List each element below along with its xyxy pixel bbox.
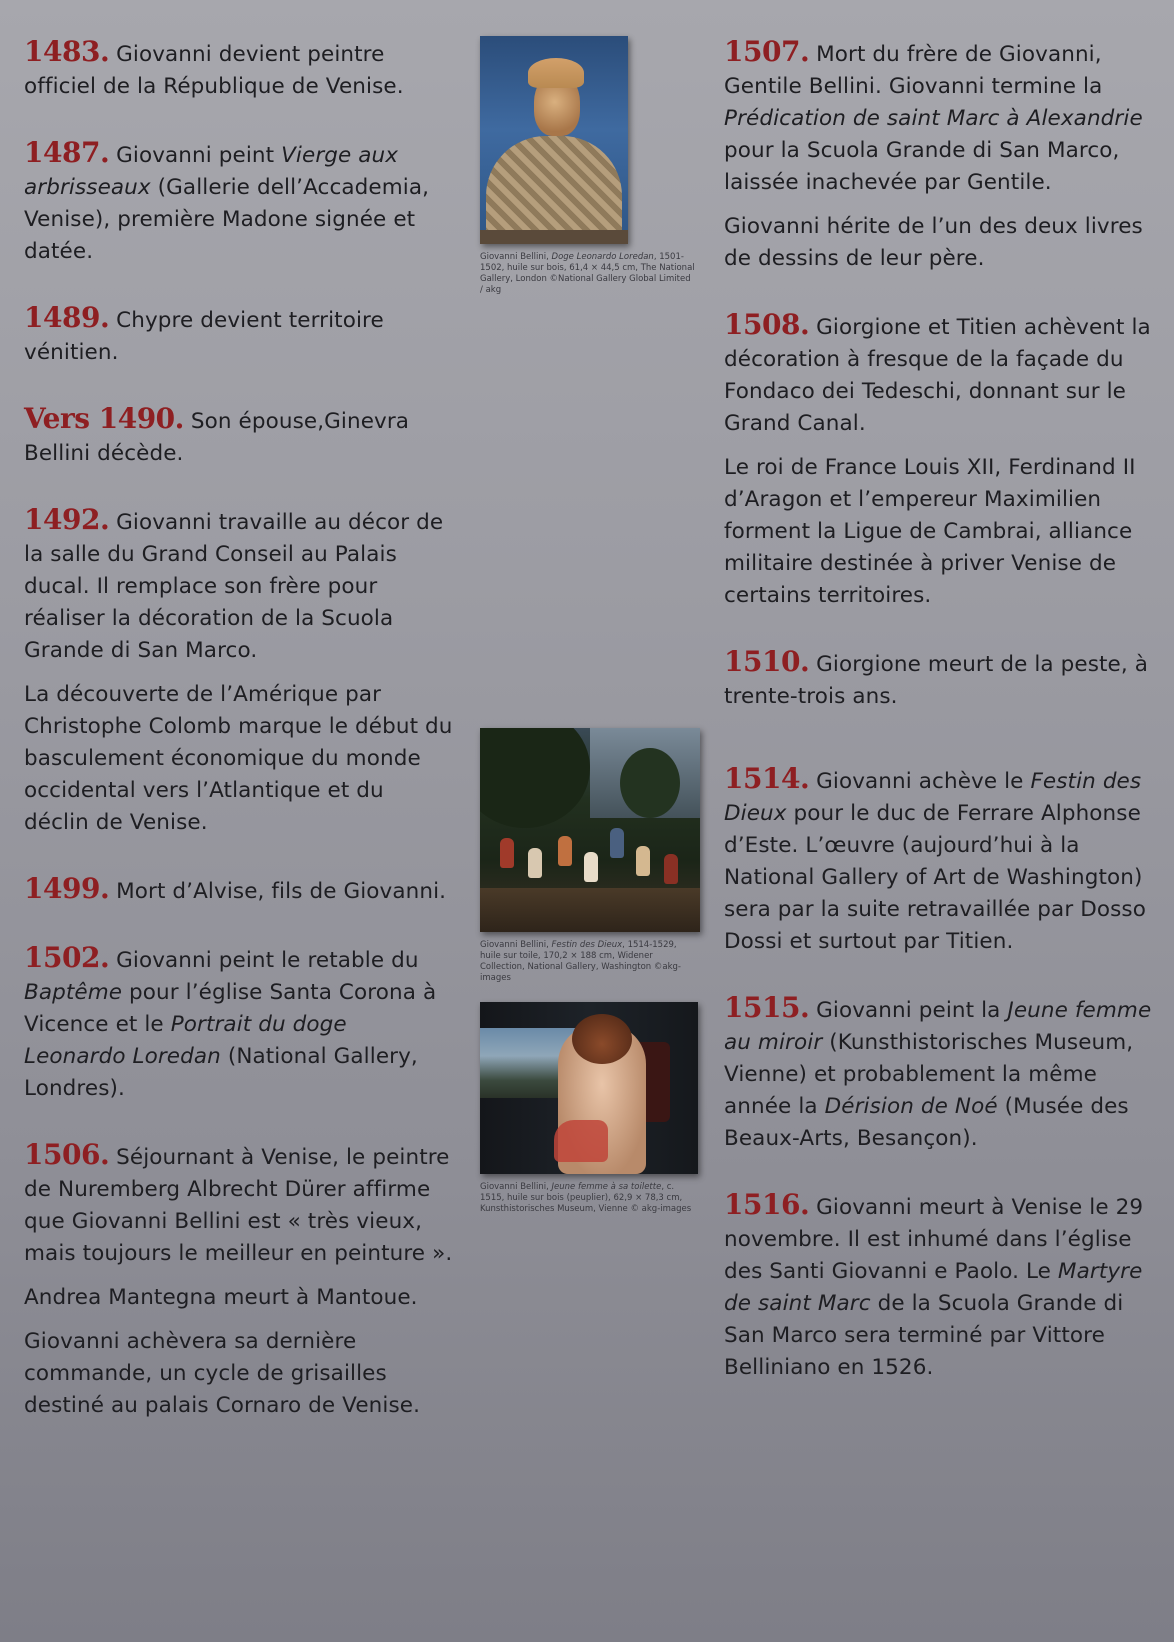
entry-text: Giovanni meurt à Venise le 29 novembre. Il est inhumé dans l’église des Santi Giovanni e Paolo. Le — [724, 1195, 1144, 1284]
year-label — [24, 503, 109, 536]
year-label — [724, 308, 809, 341]
painting-festin-des-dieux — [480, 728, 700, 932]
year-text: 1516 . — [724, 1188, 809, 1221]
entry-text: Séjournant à Venise, le peintre de Nuremberg Albrecht Dürer affirme que Giovanni Bellini est « très vieux, mais toujours le meilleur en peinture ». — [24, 1145, 453, 1266]
year-text: 1499 . — [24, 872, 109, 905]
artwork-caption: Giovanni Bellini, Doge Leonardo Loredan, 1501-1502, huile sur bois, 61,4 × 44,5 cm, The National Gallery, London ©National Gallery Global Limited / akg — [480, 252, 695, 295]
year-text: 1483 . — [24, 35, 109, 68]
entry-paragraph — [24, 36, 454, 103]
artwork-loredan — [480, 36, 704, 296]
entry-1508 — [724, 309, 1154, 612]
entry-text: pour le duc de Ferrare Alphonse d’Este. L’œuvre (aujourd’hui à la National Gallery of Art de Washington) sera par la suite retravaillée par Dosso Dossi et surtout par Titien. — [724, 801, 1146, 954]
entry-text: Mort du frère de Giovanni, Gentile Bellini. Giovanni termine la — [724, 42, 1103, 99]
year-text: Vers 1490 . — [24, 402, 184, 435]
year-text: 1502 . — [24, 941, 109, 974]
year-label — [24, 301, 109, 334]
entry-text: Mort d’Alvise, fils de Giovanni. — [116, 879, 447, 904]
year-label — [24, 941, 109, 974]
year-text: 1487 . — [24, 136, 109, 169]
entry-text: Giovanni peint le retable du — [116, 948, 419, 973]
entry-paragraph: Le roi de France Louis XII, Ferdinand II d’Aragon et l’empereur Maximilien forment la Ligue de Cambrai, alliance militaire destinée à priver Venise de certains territoires. — [724, 455, 1136, 608]
artwork-title: Vierge aux arbrisseaux — [24, 143, 399, 200]
entry-text: Giovanni peint la — [816, 998, 1008, 1023]
entry-paragraph — [24, 942, 454, 1105]
entry-paragraph — [24, 137, 454, 268]
year-label — [24, 872, 109, 905]
year-text: 1514 . — [724, 762, 809, 795]
year-text: 1515 . — [724, 991, 809, 1024]
year-text: 1510 . — [724, 645, 809, 678]
timeline-right-column — [724, 36, 1154, 1384]
entry-1515 — [724, 992, 1154, 1155]
entry-text: Chypre devient territoire vénitien. — [24, 308, 384, 365]
year-text: 1507 . — [724, 35, 809, 68]
entry-paragraph: Giovanni hérite de l’un des deux livres de dessins de leur père. — [724, 214, 1143, 271]
year-label — [24, 1138, 109, 1171]
entry-text: (Gallerie dell’Accademia, Venise), première Madone signée et datée. — [24, 175, 430, 264]
artwork-caption: Giovanni Bellini, Festin des Dieux, 1514-1529, huile sur toile, 170,2 × 188 cm, Widener Collection, National Gallery, Washington ©akg-images — [480, 940, 681, 983]
entry-1487 — [24, 137, 454, 268]
artwork-title: Martyre de saint Marc — [724, 1259, 1143, 1316]
entry-1502 — [24, 942, 454, 1105]
entry-1483 — [24, 36, 454, 103]
entry-1489 — [24, 302, 454, 369]
entry-text: (Kunsthistorisches Museum, Vienne) et probablement la même année la — [724, 1030, 1134, 1119]
artwork-festin — [480, 728, 704, 984]
artwork-caption: Giovanni Bellini, Jeune femme à sa toilette, c. 1515, huile sur bois (peuplier), 62,9 × 78,3 cm, Kunsthistorisches Museum, Vienne © akg-images — [480, 1182, 692, 1214]
entry-paragraph — [724, 36, 1154, 199]
entry-paragraph — [24, 302, 454, 369]
entry-text: (National Gallery, Londres). — [24, 1044, 418, 1101]
entry-paragraph: La découverte de l’Amérique par Christophe Colomb marque le début du basculement économique du monde occidental vers l’Atlantique et du déclin de Venise. — [24, 682, 453, 835]
year-label — [24, 35, 109, 68]
year-text: 1492 . — [24, 503, 109, 536]
year-label — [724, 991, 809, 1024]
painting-doge-loredan — [480, 36, 628, 244]
entry-paragraph — [724, 1189, 1154, 1384]
entry-1499 — [24, 873, 454, 908]
artwork-title: Festin des Dieux — [724, 769, 1142, 826]
entry-paragraph: Giovanni achèvera sa dernière commande, un cycle de grisailles destiné au palais Cornaro de Venise. — [24, 1329, 421, 1418]
entry-1510 — [724, 646, 1154, 713]
year-label — [724, 1188, 809, 1221]
entry-paragraph — [24, 873, 454, 908]
year-label — [724, 645, 809, 678]
entry-1516 — [724, 1189, 1154, 1384]
entry-text: Giovanni devient peintre officiel de la République de Venise. — [24, 42, 404, 99]
entry-text: Giorgione et Titien achèvent la décoration à fresque de la façade du Fondaco dei Tedeschi, donnant sur le Grand Canal. — [724, 315, 1151, 436]
artwork-title: Baptême — [24, 980, 123, 1005]
entry-1492 — [24, 504, 454, 839]
artwork-jeune-femme — [480, 1002, 704, 1215]
entry-text: Son épouse,Ginevra Bellini décède. — [24, 409, 410, 466]
entry-paragraph — [24, 504, 454, 667]
artwork-title: Dérision de Noé — [824, 1094, 998, 1119]
entry-1506 — [24, 1139, 454, 1422]
year-label — [24, 402, 184, 435]
entry-vers-1490 — [24, 403, 454, 470]
entry-1507 — [724, 36, 1154, 275]
entry-text: Giovanni peint — [116, 143, 282, 168]
entry-paragraph — [724, 763, 1154, 958]
year-text: 1506 . — [24, 1138, 109, 1171]
entry-text: de la Scuola Grande di San Marco sera terminé par Vittore Belliniano en 1526. — [724, 1291, 1124, 1380]
artwork-title: Jeune femme au miroir — [724, 998, 1152, 1055]
entry-paragraph — [24, 403, 454, 470]
entry-paragraph — [24, 1139, 454, 1270]
timeline-left-column — [24, 36, 454, 1422]
entry-paragraph — [724, 309, 1154, 440]
entry-paragraph: Andrea Mantegna meurt à Mantoue. — [24, 1285, 418, 1310]
artworks-column — [480, 36, 704, 1215]
entry-text: Giovanni travaille au décor de la salle du Grand Conseil au Palais ducal. Il remplace son frère pour réaliser la décoration de la Scuola Grande di San Marco. — [24, 510, 444, 663]
year-label — [724, 762, 809, 795]
year-text: 1489 . — [24, 301, 109, 334]
entry-paragraph — [724, 646, 1154, 713]
entry-1514 — [724, 763, 1154, 958]
entry-text: (Musée des Beaux-Arts, Besançon). — [724, 1094, 1129, 1151]
artwork-title: Portrait du doge Leonardo Loredan — [24, 1012, 347, 1069]
entry-text: pour l’église Santa Corona à Vicence et le — [24, 980, 437, 1037]
painting-jeune-femme — [480, 1002, 698, 1174]
entry-text: Giovanni achève le — [816, 769, 1031, 794]
year-text: 1508 . — [724, 308, 809, 341]
entry-text: pour la Scuola Grande di San Marco, laissée inachevée par Gentile. — [724, 138, 1120, 195]
year-label — [724, 35, 809, 68]
year-label — [24, 136, 109, 169]
artwork-title: Prédication de saint Marc à Alexandrie — [724, 106, 1143, 131]
entry-text: Giorgione meurt de la peste, à trente-trois ans. — [724, 652, 1149, 709]
entry-paragraph — [724, 992, 1154, 1155]
